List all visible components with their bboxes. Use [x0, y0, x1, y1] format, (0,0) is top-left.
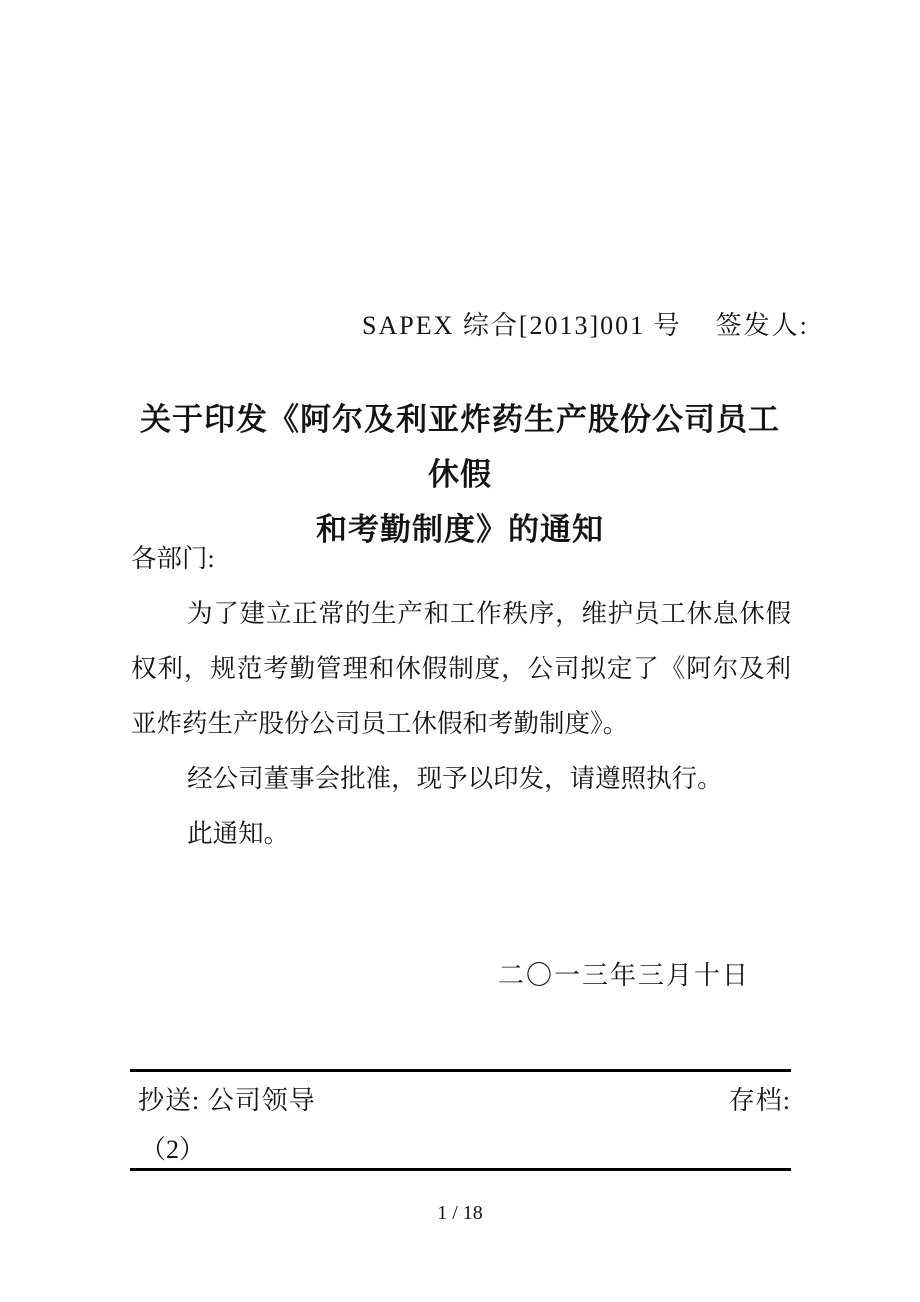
- salutation: 各部门:: [131, 544, 215, 573]
- signature-date: 二〇一三年三月十日: [497, 961, 750, 990]
- footer-rule-bottom: [130, 1168, 791, 1171]
- document-title-line2: 和考勤制度》的通知: [316, 512, 604, 547]
- body-paragraph-2: 经公司董事会批准，现予以印发，请遵照执行。: [187, 764, 723, 793]
- document-body: [131, 531, 791, 861]
- cc-label: 抄送: 公司领导: [138, 1086, 316, 1115]
- footer-cc-row: [138, 1083, 791, 1119]
- body-paragraph-1: 为了建立正常的生产和工作秩序，维护员工休息休假权利，规范考勤管理和休假制度，公司拟定了《阿尔及利亚炸药生产股份公司员工休假和考勤制度》。: [131, 599, 791, 738]
- issuer-label: 签发人:: [715, 311, 809, 340]
- archive-label: 存档:: [728, 1086, 791, 1115]
- page-number: 1 / 18: [437, 1202, 483, 1224]
- doc-number: SAPEX 综合[2013]001 号: [362, 311, 682, 340]
- copy-count: （2）: [140, 1135, 206, 1164]
- footer-rule-top: [130, 1069, 791, 1072]
- document-title-line1: 关于印发《阿尔及利亚炸药生产股份公司员工休假: [140, 402, 780, 492]
- document-reference-line: [362, 306, 809, 346]
- body-paragraph-3: 此通知。: [187, 819, 290, 848]
